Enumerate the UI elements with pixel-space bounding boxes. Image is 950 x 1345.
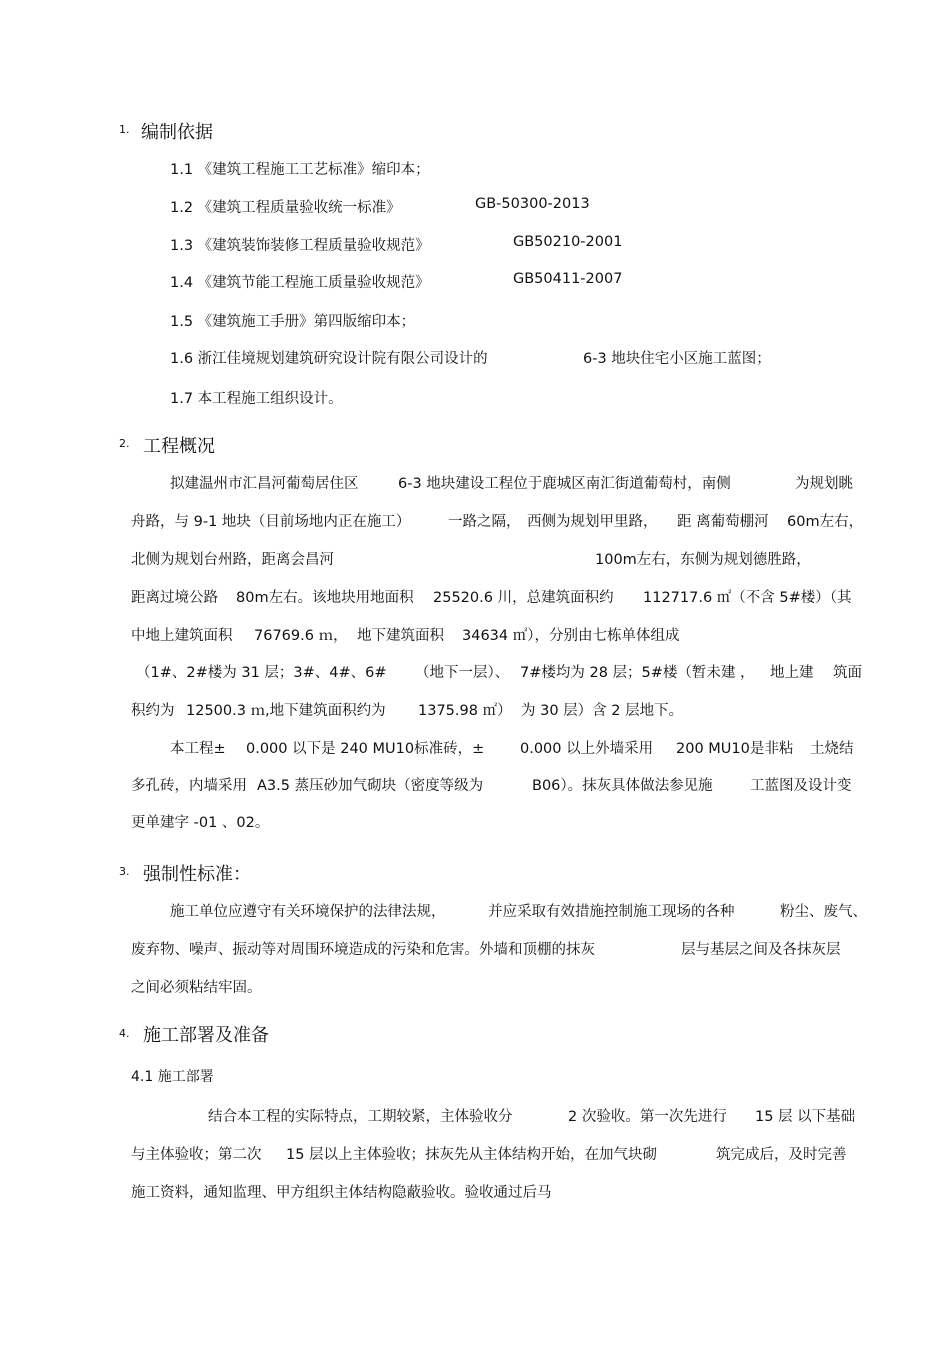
overview-text: 筑面 — [833, 665, 862, 681]
mandatory-text: 之间必须粘结牢固。 — [131, 980, 262, 996]
overview-text: 80m左右。该地块用地面积 — [236, 590, 414, 606]
overview-text: 1375.98 ㎡） — [418, 703, 512, 719]
overview-text: 34634 ㎡），分别由七栋单体组成 — [462, 628, 680, 644]
reference-item: 1.6 浙江佳境规划建筑研究设计院有限公司设计的 — [170, 351, 488, 367]
overview-text: 6-3 地块建设工程位于鹿城区南汇街道葡萄村，南侧 — [398, 476, 731, 492]
overview-text: 7#楼均为 28 层；5#楼（暂未建 ， — [520, 665, 755, 681]
overview-text: 地下建筑面积 — [357, 628, 444, 644]
reference-item: 1.3 《建筑装饰装修工程质量验收规范》 — [170, 238, 430, 254]
section-number: 3. — [119, 865, 130, 878]
section-number: 2. — [119, 437, 130, 450]
mandatory-text: 施工单位应遵守有关环境保护的法律法规， — [170, 904, 446, 920]
reference-code: GB-50300-2013 — [475, 196, 590, 212]
reference-item: 1.2 《建筑工程质量验收统一标准》 — [170, 200, 401, 216]
deploy-text: 15 层以上主体验收；抹灰先从主体结构开始，在加气块砌 — [286, 1147, 658, 1163]
deploy-text: 结合本工程的实际特点，工期较紧，主体验收分 — [208, 1109, 513, 1125]
reference-item: 1.4 《建筑节能工程施工质量验收规范》 — [170, 275, 430, 291]
overview-text: B06）。抹灰具体做法参见施 — [532, 778, 713, 794]
overview-text: 距离过境公路 — [131, 590, 218, 606]
overview-text: （1#、2#楼为 31 层；3#、4#、6# — [136, 665, 387, 681]
section-title: 编制依据 — [141, 122, 213, 143]
deploy-text: 与主体验收；第二次 — [131, 1147, 262, 1163]
reference-code: 6-3 地块住宅小区施工蓝图； — [583, 351, 771, 367]
overview-text: 为规划眺 — [795, 476, 853, 492]
overview-text: 土烧结 — [810, 741, 854, 757]
overview-text: 北侧为规划台州路，距离会昌河 — [131, 552, 334, 568]
deploy-text: 筑完成后，及时完善 — [716, 1147, 847, 1163]
overview-text: 距 离葡萄棚河 — [677, 514, 769, 530]
overview-text: 25520.6 川，总建筑面积约 — [433, 590, 614, 606]
reference-item: 1.7 本工程施工组织设计。 — [170, 391, 343, 407]
mandatory-text: 粉尘、废气、 — [780, 904, 867, 920]
overview-text: 西侧为规划甲里路， — [527, 514, 658, 530]
overview-text: 更单建字 -01 、02。 — [131, 815, 270, 831]
mandatory-text: 并应采取有效措施控制施工现场的各种 — [488, 904, 735, 920]
overview-text: 积约为 — [131, 703, 175, 719]
section-number: 1. — [119, 123, 130, 136]
overview-text: 为 30 层）含 2 层地下。 — [521, 703, 684, 719]
overview-text: 0.000 以下是 240 MU10标准砖，± — [246, 741, 485, 757]
section-title: 强制性标准： — [143, 864, 251, 885]
deploy-text: 2 次验收。第一次先进行 — [568, 1109, 727, 1125]
overview-text: 多孔砖，内墙采用 — [131, 778, 247, 794]
overview-text: 中地上建筑面积 — [131, 628, 233, 644]
overview-text: 舟路，与 9-1 地块（目前场地内正在施工） — [131, 514, 411, 530]
overview-text: 12500.3 ｍ,地下建筑面积约为 — [186, 703, 386, 719]
reference-item: 1.1 《建筑工程施工工艺标准》缩印本； — [170, 162, 430, 178]
overview-text: 60m左右， — [787, 514, 864, 530]
overview-text: 112717.6 ㎡（不含 5#楼）（其 — [643, 590, 852, 606]
overview-text: 工蓝图及设计变 — [750, 778, 852, 794]
overview-text: 地上建 — [770, 665, 814, 681]
mandatory-text: 层与基层之间及各抹灰层 — [681, 942, 841, 958]
overview-text: 0.000 以上外墙采用 — [520, 741, 654, 757]
overview-text: 100m左右，东侧为规划德胜路， — [595, 552, 811, 568]
overview-text: A3.5 蒸压砂加气砌块（密度等级为 — [257, 778, 484, 794]
deploy-text: 15 层 以下基础 — [755, 1109, 856, 1125]
subsection-title: 4.1 施工部署 — [131, 1069, 214, 1085]
overview-text: 一路之隔， — [448, 514, 521, 530]
deploy-text: 施工资料，通知监理、甲方组织主体结构隐蔽验收。验收通过后马 — [131, 1185, 552, 1201]
reference-code: GB50210-2001 — [513, 234, 623, 250]
section-number: 4. — [119, 1027, 130, 1040]
section-title: 工程概况 — [143, 436, 215, 457]
overview-text: 76769.6 ｍ， — [254, 628, 348, 644]
overview-text: （地下一层）、 — [415, 665, 510, 681]
overview-text: 拟建温州市汇昌河葡萄居住区 — [170, 476, 359, 492]
section-title: 施工部署及准备 — [143, 1025, 269, 1046]
reference-code: GB50411-2007 — [513, 271, 623, 287]
overview-text: 200 MU10是非粘 — [676, 741, 794, 757]
mandatory-text: 废弃物、噪声、振动等对周围环境造成的污染和危害。外墙和顶棚的抹灰 — [131, 942, 595, 958]
overview-text: 本工程± — [170, 741, 226, 757]
reference-item: 1.5 《建筑施工手册》第四版缩印本； — [170, 314, 416, 330]
